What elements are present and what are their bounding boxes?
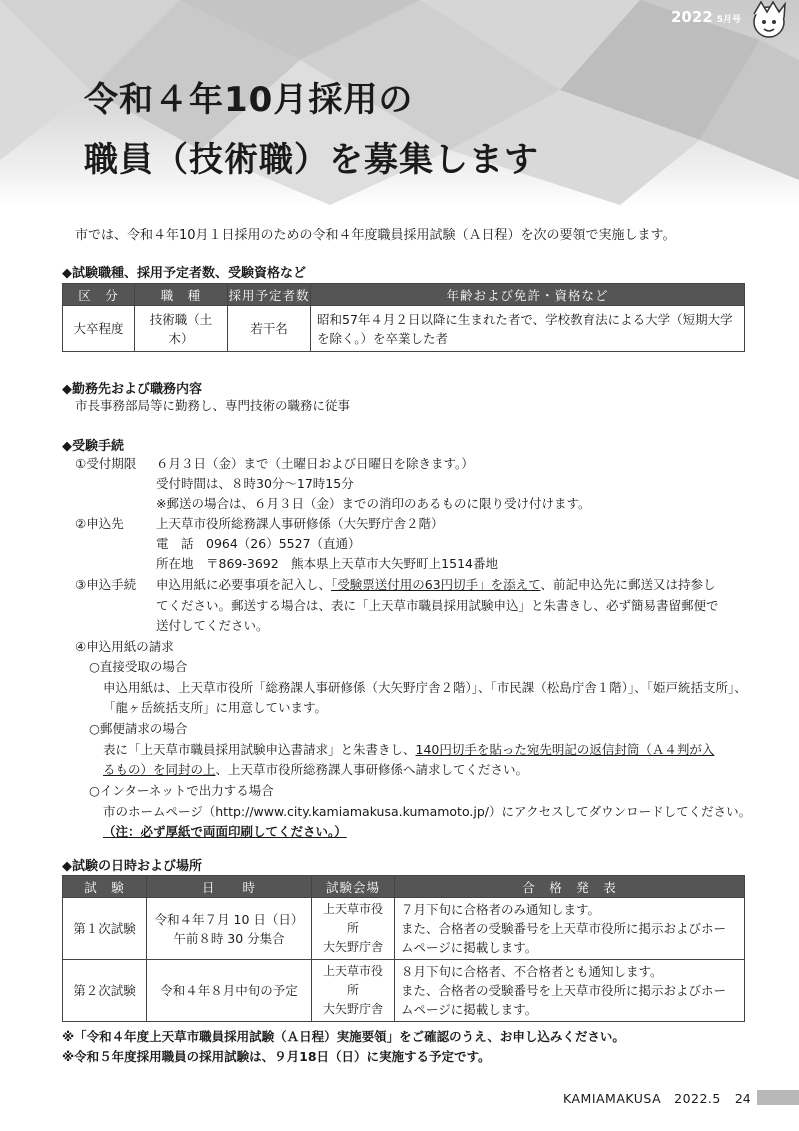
mascot-icon [743,0,795,44]
intro-text: 市では、令和４年10月１日採用のための令和４年度職員採用試験（Ａ日程）を次の要領で実施します。 [75,228,676,243]
section-heading-procedure: ◆受験手続 [62,439,124,454]
envelope-requirement: 140円切手を貼った宛先明記の返信封筒（Ａ４判が入 [415,742,715,757]
qualification-line: を除く。）を卒業した者 [317,330,449,346]
table-header: 職 種 [135,284,228,306]
internet-text: 市のホームページ（http://www.city.kamiamakusa.kumamoto.jp/）にアクセスしてダウンロードしてください。 [103,804,752,819]
venue-cell [312,898,395,960]
issue-month: 5月号 [716,15,741,25]
footer [563,1089,751,1107]
result-cell [395,898,745,960]
apply-to-label: ②申込先 [75,516,124,531]
procedure-line2: てください。郵送する場合は、表に「上天草市職員採用試験申込」と朱書きし、必ず簡易書留郵便で [156,598,719,613]
stamp-requirement: 「受験票送付用の63円切手」を添えて [331,577,541,592]
result-line: ムページに掲載します。 [401,940,538,955]
address-text: 所在地 〒869-3692 熊本県上天草市大矢野町上1514番地 [156,556,498,571]
table-header: 試験会場 [312,876,395,898]
procedure-text: 、前記申込先に郵送又は持参し [540,577,716,592]
hours-text: 受付時間は、８時30分～17時15分 [156,476,354,491]
result-line: ７月下旬に合格者のみ通知します。 [401,902,601,917]
result-line: また、合格者の受験番号を上天草市役所に掲示およびホー [401,921,727,936]
table-row [63,898,745,960]
section-heading-schedule: ◆試験の日時および場所 [62,859,202,874]
table-row [63,960,745,1022]
venue-line: 上天草市役所 [322,902,383,935]
venue-cell [312,960,395,1022]
result-cell [395,960,745,1022]
header-banner [0,0,799,205]
datetime-line: 令和４年７月 10 日（日） [154,911,304,927]
page-title-line2: 職員（技術職）を募集します [84,140,539,180]
datetime-cell [147,960,312,1022]
table-header-row [63,876,745,898]
apply-to-text: 上天草市役所総務課人事研修係（大矢野庁舎２階） [156,516,444,531]
procedure-text: 申込用紙に必要事項を記入し、 [156,577,332,592]
mail-request-label: ○郵便請求の場合 [89,721,188,736]
table-header: 区 分 [63,284,135,306]
table-header: 年齢および免許・資格など [311,284,745,306]
table-header: 日 時 [147,876,312,898]
table-header-row [63,284,745,306]
datetime-line: 令和４年８月中旬の予定 [160,983,298,998]
deadline-label: ①受付期限 [75,456,137,471]
table-header: 合 格 発 表 [395,876,745,898]
publication-label: KAMIAMAKUSA 2022.5 [563,1091,721,1106]
mail-note: ※郵送の場合は、６月３日（金）までの消印のあるものに限り受け付けます。 [156,496,591,511]
footer-bar [757,1090,799,1105]
mail-request-line1 [103,741,714,759]
category-cell: 大卒程度 [63,306,135,352]
section-heading-qualifications: ◆試験職種、採用予定者数、受験資格など [62,266,306,281]
envelope-requirement: るもの）を同封の上 [103,762,216,777]
table-header: 採用予定者数 [228,284,311,306]
result-line: ８月下旬に合格者、不合格者とも通知します。 [401,964,663,979]
page-number: 24 [734,1091,751,1106]
job-cell: 技術職（土木） [135,306,228,352]
datetime-line: 午前８時 30 分集合 [173,930,285,946]
procedure-line1 [156,576,715,594]
duties-text: 市長事務部局等に勤務し、専門技術の職務に従事 [75,398,351,413]
procedure-label: ③申込手続 [75,577,137,592]
venue-line: 大矢野庁舎 [322,1002,383,1016]
internet-label: ○インターネットで出力する場合 [89,783,274,798]
qualification-line: 昭和57年４月２日以降に生まれた者で、学校教育法による大学（短期大学 [317,311,733,327]
count-cell: 若干名 [228,306,311,352]
mail-request-text: 表に「上天草市職員採用試験申込書請求」と朱書きし、 [103,742,416,757]
result-line: また、合格者の受験番号を上天草市役所に掲示およびホー [401,983,727,998]
mail-request-text: 、上天草市役所総務課人事研修係へ請求してください。 [215,762,529,777]
direct-pickup-text1: 申込用紙は、上天草市役所「総務課人事研修係（大矢野庁舎２階）」、「市民課（松島庁舎１階）」、「姫戸統括支所」、 [103,680,747,695]
schedule-note1: ※「令和４年度上天草市職員採用試験（Ａ日程）実施要領」をご確認のうえ、お申し込みください。 [62,1029,625,1044]
table-header: 試 験 [63,876,147,898]
qualifications-table [62,283,745,352]
direct-pickup-label: ○直接受取の場合 [89,659,188,674]
result-line: ムページに掲載します。 [401,1002,538,1017]
phone-text: 電 話 0964（26）5527（直通） [156,536,361,551]
procedure-line3: 送付してください。 [156,618,269,633]
table-row [63,306,745,352]
issue-year: 2022 [670,8,713,26]
venue-line: 上天草市役所 [322,964,383,997]
page-title-line1: 令和４年10月採用の [84,80,414,120]
section-heading-duties: ◆勤務先および職務内容 [62,382,202,397]
deadline-text: ６月３日（金）まで（土曜日および日曜日を除きます。） [156,456,474,471]
schedule-table [62,875,745,1022]
venue-line: 大矢野庁舎 [322,940,383,954]
schedule-note2: ※令和５年度採用職員の採用試験は、９月18日（日）に実施する予定です。 [62,1049,491,1064]
issue-label [671,8,741,26]
exam-cell: 第１次試験 [63,898,147,960]
exam-cell: 第２次試験 [63,960,147,1022]
print-note: （注：必ず厚紙で両面印刷してください。） [103,824,347,839]
mail-request-line2 [103,761,528,779]
datetime-cell [147,898,312,960]
qualification-cell [311,306,745,352]
form-request-label: ④申込用紙の請求 [75,639,174,654]
direct-pickup-text2: 「龍ヶ岳統括支所」に用意しています。 [103,700,328,715]
